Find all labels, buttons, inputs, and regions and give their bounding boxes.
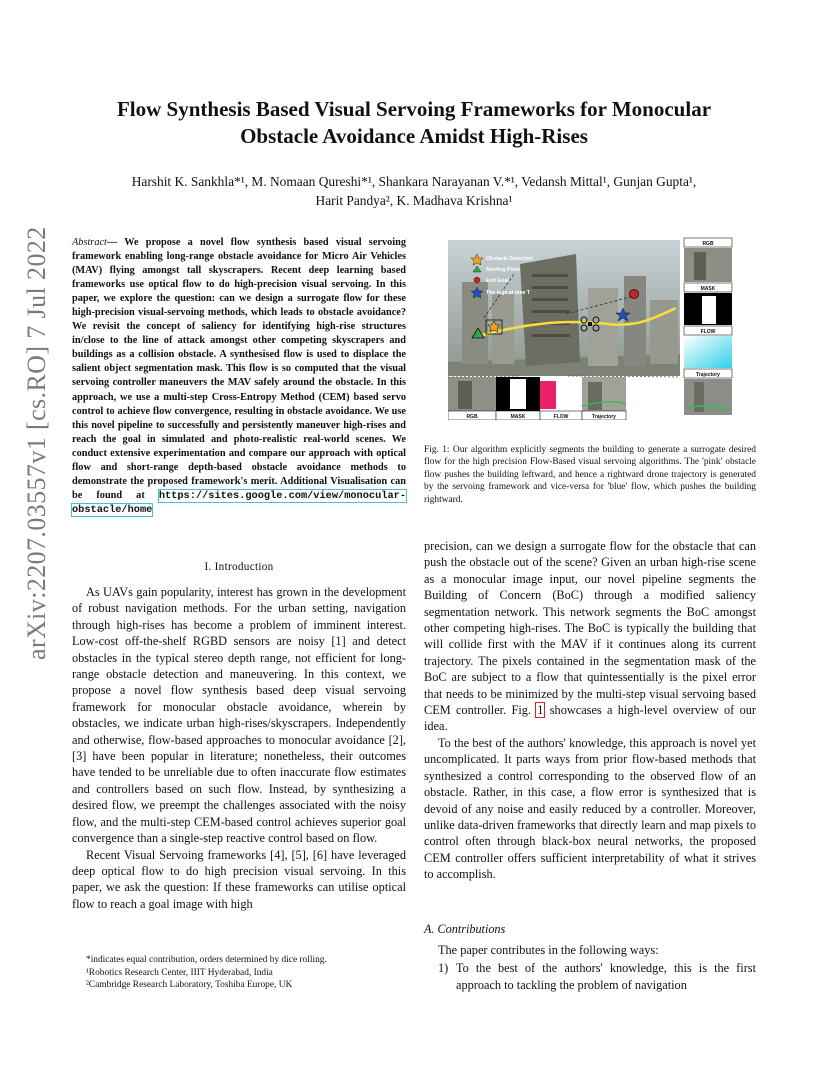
footnote-affiliation-1: ¹Robotics Research Center, IIIT Hyderabad, India bbox=[86, 967, 273, 978]
side-panels bbox=[682, 236, 734, 420]
side-label-trajectory: Trajectory bbox=[696, 372, 720, 378]
contributions-intro: The paper contributes in the following ways: bbox=[438, 943, 659, 957]
legend-logs-at-time: The logs at time T bbox=[486, 290, 531, 296]
bottom-label-flow: FLOW bbox=[553, 414, 569, 420]
bottom-label-rgb: RGB bbox=[466, 414, 478, 420]
footnote-equal-contribution: *indicates equal contribution, orders determined by dice rolling. bbox=[86, 955, 327, 965]
paper-title bbox=[60, 96, 768, 150]
author-list bbox=[60, 172, 768, 210]
right-p1-text-a: precision, can we design a surrogate flow for the obstacle that can push the obstacle out of the scene? Given an urban high-rise scene as a monocular image input, our novel pipeline segments the Building of Concern (BoC) through a modified saliency segmentation network. This network segments the BoC amongst other competing high-rises. The BoC is typically the building that will collide first with the MAV if it continues along its current trajectory. The pixels contained in the segmentation mask of the BoC are subject to a flow that quintessentially is the pixel error that needs to be minimized by the multi-step visual servoing based CEM controller. Fig. bbox=[424, 539, 756, 718]
legend-end-goal: End Goal bbox=[486, 278, 509, 284]
side-label-rgb: RGB bbox=[702, 241, 714, 247]
right-paragraph-2: To the best of the authors' knowledge, this approach is novel yet uncomplicated. It parts ways from prior flow-based methods that synthesized a control corresponding to the observed flow of an obstacle. Rather, in this case, a flow error is synthesized that is devoid of any noise and easily reduced by a controller. Moreover, unlike data-driven frameworks that directly learn and map pixels to control often through black-box neural networks, the proposed CEM controller offers sufficient interpretability of what it strives to accomplish. bbox=[424, 735, 756, 882]
footnotes bbox=[86, 954, 406, 992]
project-link[interactable]: https://sites.google.com/view/monocular-obstacle/home bbox=[72, 489, 406, 516]
figure-1-caption: Fig. 1: Our algorithm explicitly segments the building to generate a surrogate desired flow for the high precision Flow-Based visual servoing algorithms. The 'pink' obstacle flow pushes the building leftward, and hence a rightward drone trajectory is generated by the servoing framework and vice-versa for 'blue' flow, which pushes the building rightward. bbox=[424, 445, 756, 505]
figure-1 bbox=[448, 236, 734, 420]
arxiv-stamp bbox=[22, 226, 62, 660]
authors-line-2: Harit Pandya², K. Madhava Krishna¹ bbox=[315, 193, 513, 208]
legend-starting-point: Starting Point bbox=[486, 267, 521, 273]
side-label-flow: FLOW bbox=[700, 329, 716, 335]
bottom-label-trajectory: Trajectory bbox=[592, 414, 616, 420]
right-paragraph-1 bbox=[424, 538, 756, 735]
subsection-heading-contributions: A. Contributions bbox=[424, 922, 506, 936]
right-p1-text-b: showcases a high-level overview of our idea. bbox=[424, 703, 756, 734]
contribution-item-1 bbox=[424, 960, 756, 993]
legend-obstacle-detection: Obstacle Detection bbox=[486, 256, 533, 262]
figure-1-illustration bbox=[448, 236, 734, 420]
bottom-strip bbox=[448, 377, 626, 420]
side-label-mask: MASK bbox=[700, 286, 716, 292]
authors-line-1: Harshit K. Sankhla*¹, M. Nomaan Qureshi*¹, Shankara Narayanan V.*¹, Vedansh Mittal¹, Gunjan Gupta¹, bbox=[131, 174, 697, 189]
abstract bbox=[72, 236, 406, 517]
figure-reference-link[interactable]: 1 bbox=[537, 703, 544, 718]
contribution-item-1-number: 1) bbox=[438, 961, 449, 976]
contribution-item-1-text: To the best of the authors' knowledge, this is the first approach to tackling the problem of navigation bbox=[456, 961, 756, 992]
abstract-lead: Abstract bbox=[72, 237, 107, 248]
intro-paragraph-2: Recent Visual Servoing frameworks [4], [5], [6] have leveraged deep optical flow to do high precision visual servoing. In this paper, we ask the question: If these frameworks can utilise optical flow to reach a goal image with high bbox=[72, 847, 406, 911]
title-line-2: Obstacle Avoidance Amidst High-Rises bbox=[240, 124, 588, 148]
intro-left-column bbox=[72, 584, 406, 912]
footnote-affiliation-2: ²Cambridge Research Laboratory, Toshiba Europe, UK bbox=[86, 980, 293, 991]
end-goal-marker bbox=[630, 290, 639, 299]
arxiv-stamp-text: arXiv:2207.03557v1 [cs.RO] 7 Jul 2022 bbox=[22, 226, 51, 660]
section-heading-introduction: I. Introduction bbox=[204, 561, 274, 573]
title-line-1: Flow Synthesis Based Visual Servoing Frameworks for Monocular bbox=[116, 97, 712, 121]
abstract-text: — We propose a novel flow synthesis based visual servoing framework enabling long-range obstacle avoidance for Micro Air Vehicles (MAV) flying amongst tall skyscrapers. Recent deep learning based frameworks use optical flow to do high-precision visual servoing. In this paper, we explore the question: can we design a surrogate flow for these high-precision visual-servoing methods, which leads to obstacle avoidance? We revisit the concept of saliency for identifying high-rise structures in/close to the line of attack amongst other competing skyscrapers and buildings as a collision obstacle. A synthesised flow is used to displace the salient object segmentation mask. This flow is so computed that the visual servoing controller maneuvers the MAV safely around the obstacle. In this approach, we use a multi-step Cross-Entropy Method (CEM) based servo control to achieve flow convergence, resulting in obstacle avoidance. We use this novel pipeline to successfully and persistently maneuver high-rises and reach the goal in simulated and photo-realistic real-world scenes. We conduct extensive experimentation and compare our approach with optical flow and short-range depth-based obstacle avoidance methods to demonstrate the proposed framework's merit. Additional Visualisation can be found at bbox=[72, 237, 406, 501]
contributions bbox=[424, 942, 756, 993]
intro-paragraph-1: As UAVs gain popularity, interest has grown in the development of robust navigation methods. For the urban setting, navigation through high-rises has become a problem of imminent interest. Low-cost off-the-shelf RGBD sensors are noisy [1] and detect obstacles in the typical stereo depth range, not efficient for long-range obstacle detection and maneuvering. In this context, we propose a novel flow synthesis based deep visual servoing framework for monocular obstacle avoidance, wherein by obstacles, we indicate urban high-rises/skyscrapers. Independently and otherwise, flow-based approaches to monocular avoidance [2], [3] have been popular in literature; nonetheless, their outcomes have tended to be unreliable due to often inaccurate flow estimates and controllers based on such flow. Instead, by synthesizing a desired flow, we preempt the challenges associated with the noisy flow, and the multi-step CEM-based control achieves superior goal convergence than a single-step reactive control based on flow. bbox=[72, 585, 406, 846]
bottom-label-mask: MASK bbox=[510, 414, 526, 420]
intro-right-column bbox=[424, 538, 756, 883]
